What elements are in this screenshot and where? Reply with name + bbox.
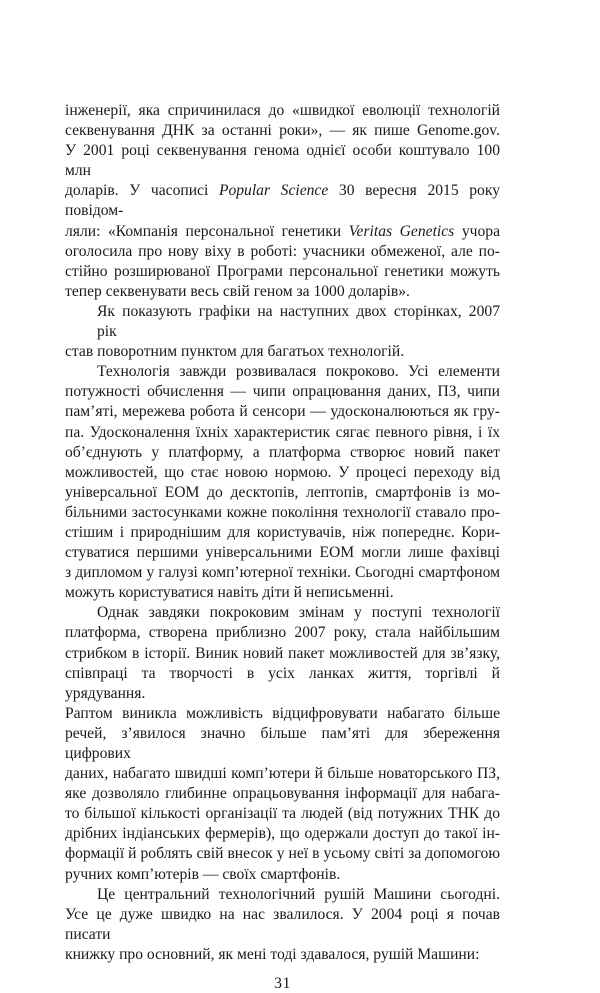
- text-line: [65, 885, 500, 905]
- text-line: [65, 664, 500, 704]
- text-segment: тепер секвенувати весь свій геном за 1000 доларів».: [65, 282, 410, 300]
- text-line: [65, 563, 500, 583]
- paragraph: [65, 302, 500, 362]
- text-segment: Однак завдяки покроковим змінам у поступі технології: [97, 604, 500, 622]
- text-segment: універсальної ЕОМ до десктопів, лептопів, смартфонів із мо-: [65, 483, 500, 501]
- text-segment: можуть користуватися навіть діти й неписьменні.: [65, 584, 394, 602]
- text-line: [65, 362, 500, 382]
- text-segment: платформа, створена приблизно 2007 року, стала найбільшим: [65, 624, 500, 642]
- text-line: [65, 804, 500, 824]
- text-segment: дрібних індіанських фермерів), що одержали доступ до такої ін-: [65, 825, 500, 843]
- text-segment: формації й роблять свій внесок у неї в усьому світі за допомогою: [65, 845, 500, 863]
- text-line: [65, 121, 500, 141]
- text-segment: Раптом виникла можливість відцифровувати набагато більше: [65, 704, 500, 722]
- text-segment: даних, набагато швидші комп’ютери й більше новаторського ПЗ,: [65, 765, 500, 783]
- text-segment: стійно розширюваної Програми персональної генетики можуть: [65, 262, 500, 280]
- text-segment: стрибком в історії. Виник новий пакет можливостей для зв’язку,: [65, 644, 500, 662]
- text-segment: то більшої кількості організації та людей (від потужних ТНК до: [65, 805, 500, 823]
- text-line: [65, 623, 500, 643]
- text-segment: Технологія завжди розвивалася покроково. Усі елементи: [97, 363, 500, 381]
- paragraph: [65, 101, 500, 302]
- paragraph: [65, 362, 500, 603]
- text-line: [65, 543, 500, 563]
- text-segment: книжку про основний, як мені тоді здавалося, рушій Машини:: [65, 945, 480, 963]
- text-line: [65, 101, 500, 121]
- text-segment: інженерії, яка спричинилася до «швидкої еволюції технологій: [65, 102, 500, 119]
- text-line: [65, 402, 500, 422]
- text-segment: У 2001 році секвенування генома однієї особи коштувало 100 млн: [65, 142, 500, 180]
- text-line: [65, 844, 500, 864]
- text-line: [65, 382, 500, 402]
- text-line: [65, 342, 500, 362]
- text-line: [65, 503, 500, 523]
- text-segment: з дипломом у галузі комп’ютерної техніки. Сьогодні смартфоном: [65, 564, 500, 582]
- text-line: [65, 784, 500, 804]
- text-line: [65, 865, 500, 885]
- text-line: [65, 644, 500, 664]
- text-line: [65, 302, 500, 342]
- text-line: [65, 945, 500, 965]
- paragraph: [65, 885, 500, 965]
- text-segment: доларів. У часописі: [65, 182, 219, 200]
- text-segment: співпраці та творчості в усіх ланках життя, торгівлі й урядування.: [65, 664, 500, 702]
- text-line: [65, 222, 500, 242]
- text-segment: оголосила про нову віху в роботі: учасники обмеженої, але по-: [65, 242, 500, 260]
- text-segment: яке дозволяло глибинне опрацьовування інформації для набага-: [65, 785, 500, 803]
- text-line: [65, 603, 500, 623]
- text-segment: Усе це дуже швидко на нас звалилося. У 2004 році я почав писати: [65, 905, 500, 943]
- text-segment: речей, з’явилося значно більше пам’яті для збереження цифрових: [65, 724, 500, 762]
- text-segment: об’єднують у платформу, а платформа створює новий пакет: [65, 443, 500, 461]
- text-line: [65, 463, 500, 483]
- text-segment: Як показують графіки на наступних двох сторінках, 2007 рік: [97, 302, 500, 341]
- text-line: [65, 483, 500, 503]
- text-segment: пам’яті, мережева робота й сенсори — удосконалюються як гру-: [65, 403, 500, 421]
- text-line: [65, 262, 500, 282]
- text-segment: стуватися першими універсальними ЕОМ могли лише фахівці: [65, 544, 500, 562]
- text-line: [65, 905, 500, 945]
- text-segment: секвенування ДНК за останні роки», — як пише Genome.gov.: [65, 122, 500, 140]
- text-line: [65, 724, 500, 764]
- text-segment: потужності обчислення — чипи опрацювання даних, ПЗ, чипи: [65, 383, 500, 401]
- text-block: [65, 101, 500, 965]
- text-line: [65, 824, 500, 844]
- italic-text-segment: Veritas Genetics: [348, 222, 455, 240]
- text-segment: більними застосунками кожне покоління технології ставало про-: [65, 503, 500, 521]
- text-segment: можливостей, що стає новою нормою. У процесі переходу від: [65, 463, 500, 481]
- text-line: [65, 443, 500, 463]
- text-segment: Це центральний технологічний рушій Машини сьогодні.: [97, 885, 500, 903]
- text-line: [65, 583, 500, 603]
- text-line: [65, 282, 500, 302]
- text-segment: ляли: «Компанія персональної генетики: [65, 222, 349, 240]
- text-segment: стішим і природнішим для користувачів, ніж попереднє. Кори-: [65, 523, 500, 541]
- text-segment: па. Удосконалення їхніх характеристик сягає певного рівня, і їх: [65, 423, 500, 441]
- text-segment: ручних комп’ютерів — своїх смартфонів.: [65, 865, 341, 883]
- text-segment: учора: [454, 222, 500, 240]
- page-number: 31: [274, 975, 291, 993]
- text-segment: став поворотним пунктом для багатьох технологій.: [65, 343, 405, 361]
- text-line: [65, 704, 500, 724]
- text-line: [65, 181, 500, 221]
- text-line: [65, 523, 500, 543]
- text-segment: 30 вересня 2015 року повідом-: [65, 182, 501, 220]
- text-line: [65, 423, 500, 443]
- paragraph: [65, 603, 500, 884]
- text-line: [65, 764, 500, 784]
- italic-text-segment: Popular Science: [218, 182, 329, 200]
- text-line: [65, 141, 500, 181]
- text-line: [65, 242, 500, 262]
